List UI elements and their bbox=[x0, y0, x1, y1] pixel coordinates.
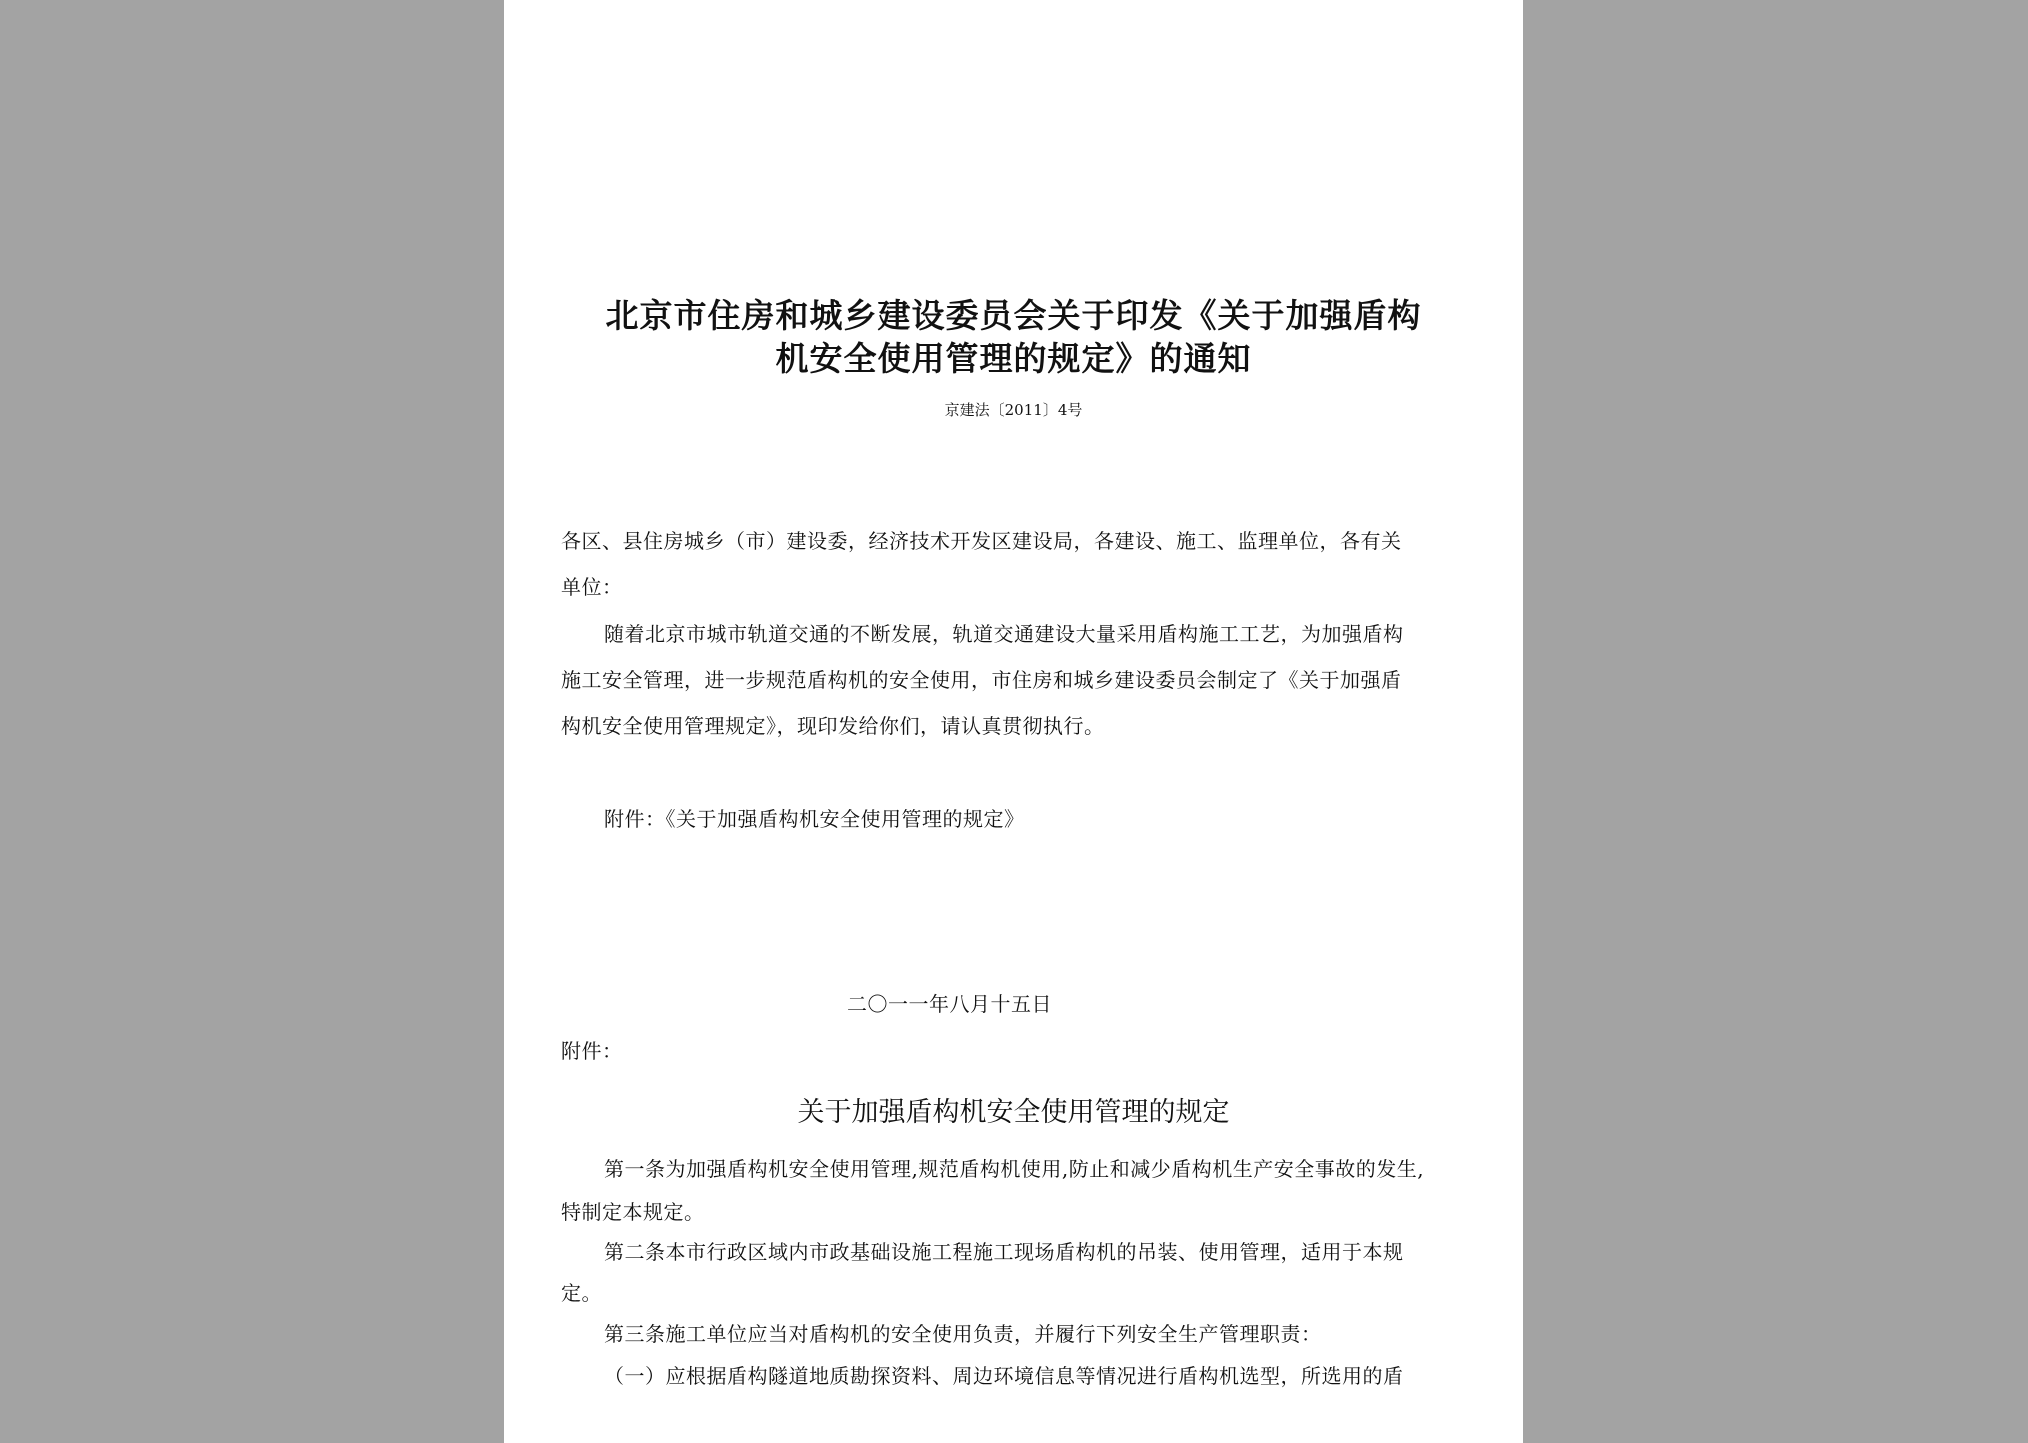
article-2-line-2: 定。 bbox=[561, 1281, 602, 1305]
issue-date: 二〇一一年八月十五日 bbox=[847, 992, 1052, 1016]
recipients-line-2: 单位： bbox=[561, 575, 623, 599]
article-2-line-1: 第二条本市行政区域内市政基础设施工程施工现场盾构机的吊装、使用管理，适用于本规 bbox=[604, 1240, 1404, 1264]
attachment-reference: 附件：《关于加强盾构机安全使用管理的规定》 bbox=[604, 807, 1025, 831]
attachment-label: 附件： bbox=[561, 1039, 623, 1063]
document-title-line-1: 北京市住房和城乡建设委员会关于印发《关于加强盾构 bbox=[605, 296, 1422, 335]
document-title-line-2: 机安全使用管理的规定》的通知 bbox=[775, 339, 1252, 378]
paragraph-1-line-1: 随着北京市城市轨道交通的不断发展，轨道交通建设大量采用盾构施工工艺，为加强盾构 bbox=[604, 622, 1404, 646]
document-page bbox=[504, 0, 1523, 1443]
article-1-line-2: 特制定本规定。 bbox=[561, 1200, 705, 1224]
article-1-line-1: 第一条为加强盾构机安全使用管理,规范盾构机使用,防止和减少盾构机生产安全事故的发生, bbox=[604, 1157, 1425, 1181]
regulation-title: 关于加强盾构机安全使用管理的规定 bbox=[797, 1097, 1230, 1128]
recipients-line-1: 各区、县住房城乡（市）建设委，经济技术开发区建设局，各建设、施工、监理单位，各有关 bbox=[561, 529, 1402, 553]
paragraph-1-line-2: 施工安全管理，进一步规范盾构机的安全使用，市住房和城乡建设委员会制定了《关于加强盾 bbox=[561, 668, 1402, 692]
article-3-line-1: 第三条施工单位应当对盾构机的安全使用负责，并履行下列安全生产管理职责： bbox=[604, 1322, 1322, 1346]
paragraph-1-line-3: 构机安全使用管理规定》，现印发给你们，请认真贯彻执行。 bbox=[561, 714, 1105, 738]
item-1-line-1: （一）应根据盾构隧道地质勘探资料、周边环境信息等情况进行盾构机选型，所选用的盾 bbox=[604, 1364, 1404, 1388]
document-number: 京建法〔2011〕4号 bbox=[944, 401, 1083, 419]
